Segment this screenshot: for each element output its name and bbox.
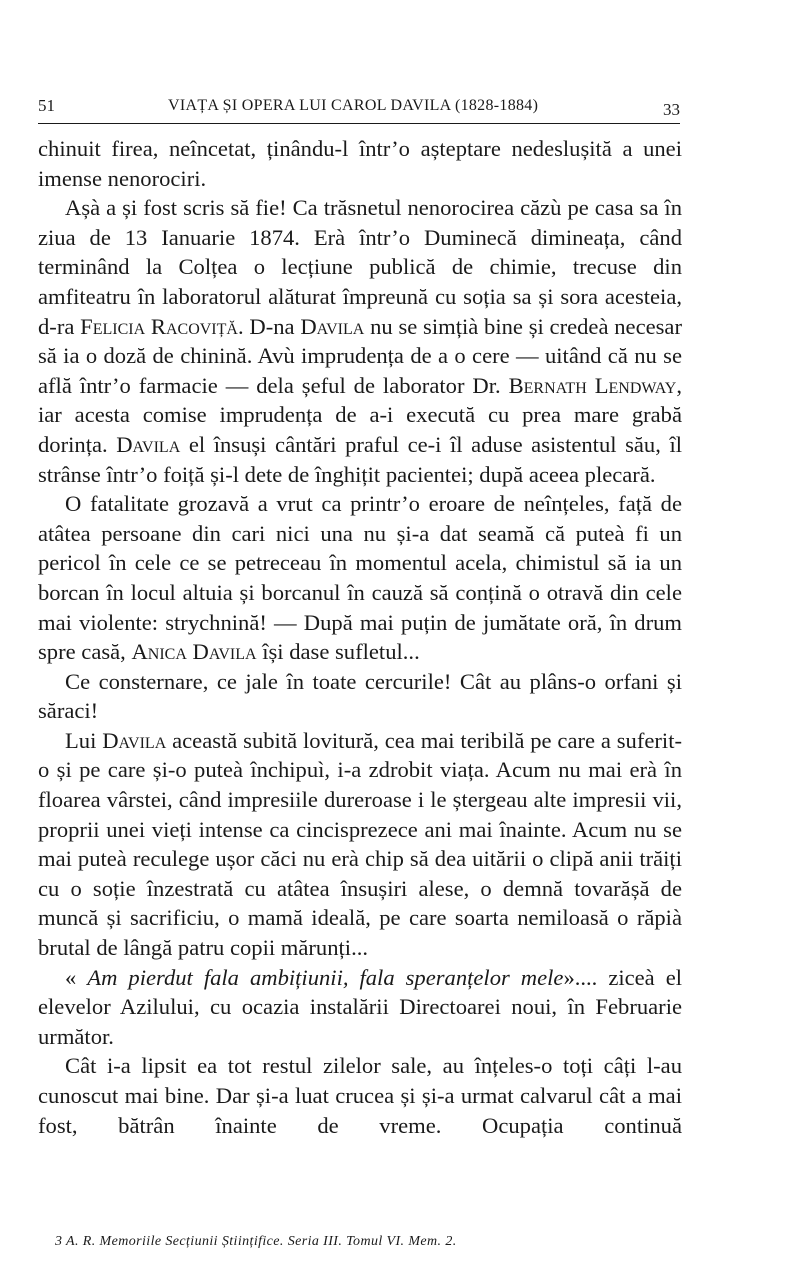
paragraph xyxy=(38,489,682,667)
text-segment: el însuși cântări praful ce-i îl aduse asistentul său, îl strânse într’o foiță și-l dete de înghițit pacientei; după aceea plecară. xyxy=(38,431,683,487)
footer-signature: 3 A. R. Memoriile Secțiunii Științifice. Seria III. Tomul VI. Mem. 2. xyxy=(55,1234,457,1249)
text-segment: nu se simțià bine și credeà necesar să ia o doză de chinină. Avù imprudența de a o cere — uitând că nu se află într’o farmacie — dela șeful de laborator Dr. xyxy=(38,313,682,398)
text-segment: Ce consternare, ce jale în toate cercurile! Cât au plâns-o orfani și săraci! xyxy=(38,668,682,724)
body-text xyxy=(38,134,682,1140)
person-name: Davila xyxy=(300,313,365,339)
header-rule xyxy=(38,123,680,124)
text-segment: , iar acesta comise imprudența de a-i execută cu prea mare grabă dorința. xyxy=(38,372,683,457)
running-title: VIAȚA ȘI OPERA LUI CAROL DAVILA (1828-1884) xyxy=(168,97,539,114)
quotation: Am pierdut fala ambițiunii, fala speranțelor mele xyxy=(87,964,564,990)
person-name: Anica Davila xyxy=(131,639,257,665)
paragraph xyxy=(38,1051,682,1140)
running-header xyxy=(38,94,680,118)
paragraph xyxy=(38,667,682,726)
person-name: Davila xyxy=(116,431,181,457)
text-segment: chinuit firea, neîncetat, ținându-l într’o așteptare nedeslușită a unei imense nenorociri. xyxy=(38,136,682,191)
paragraph xyxy=(38,963,682,1052)
left-page-number: 51 xyxy=(38,96,55,115)
text-segment: O fatalitate grozavă a vrut ca printr’o eroare de neînțeles, față de atâtea persoane din cari nici una nu și-a dat seamă că puteà fi un pericol în cele ce se petreceau în momentul acela, chimistul să ia un borcan în locul altuia și borcanul în cauză să conțină o otravă din cele mai violente: strychnină! — După mai puțin de jumătate oră, în drum spre casă, xyxy=(38,491,682,665)
text-segment: ».... ziceà el elevelor Azilului, cu ocazia instalării Directoarei noui, în Februarie următor. xyxy=(38,964,682,1049)
text-segment: își dase sufletul... xyxy=(256,639,420,665)
person-name: Davila xyxy=(102,727,167,753)
text-segment: « xyxy=(65,964,88,990)
paragraph xyxy=(38,134,682,193)
person-name: Bernath Lendway xyxy=(508,372,677,398)
paragraph xyxy=(38,193,682,489)
right-page-number: 33 xyxy=(663,100,680,119)
text-segment: această subită lovitură, cea mai teribilă pe care a suferit-o și pe care și-o puteà închipuì, i-a zdrobit viața. Acum nu mai erà în floarea vârstei, când impresiile dureroase i le ștergeau alte impresii vii, proprii unei vieți intense ca cincisprezece ani mai înainte. Acum nu se mai puteà reculege ușor căci nu erà chip să dea uitării o clipă anii trăiți cu o soție înzestrată cu atâtea însușiri alese, o demnă tovarășă de muncă și sacrificiu, o mamă ideală, pe care soarta nemiloasă o răpià brutal de lângă patru copii mărunți... xyxy=(38,727,682,961)
paragraph xyxy=(38,726,682,963)
person-name: Felicia Racoviță xyxy=(80,313,238,339)
text-segment: . D-na xyxy=(237,313,301,339)
text-segment: Lui xyxy=(65,727,103,753)
text-segment: Așà a și fost scris să fie! Ca trăsnetul nenorocirea căzù pe casa sa în ziua de 13 Ianuarie 1874. Erà într’o Duminecă dimineața, când terminând la Colțea o lecțiune publică de chimie, trecuse din amfiteatru în laboratorul alăturat împreună cu soția sa și sora acesteia, d-ra xyxy=(38,195,682,339)
text-segment: Cât i-a lipsit ea tot restul zilelor sale, au înțeles-o toți câți l-au cunoscut mai bine. Dar și-a luat crucea și și-a urmat calvarul cât a mai fost, bătrân înainte de vreme. Ocupația continuă xyxy=(38,1053,682,1138)
